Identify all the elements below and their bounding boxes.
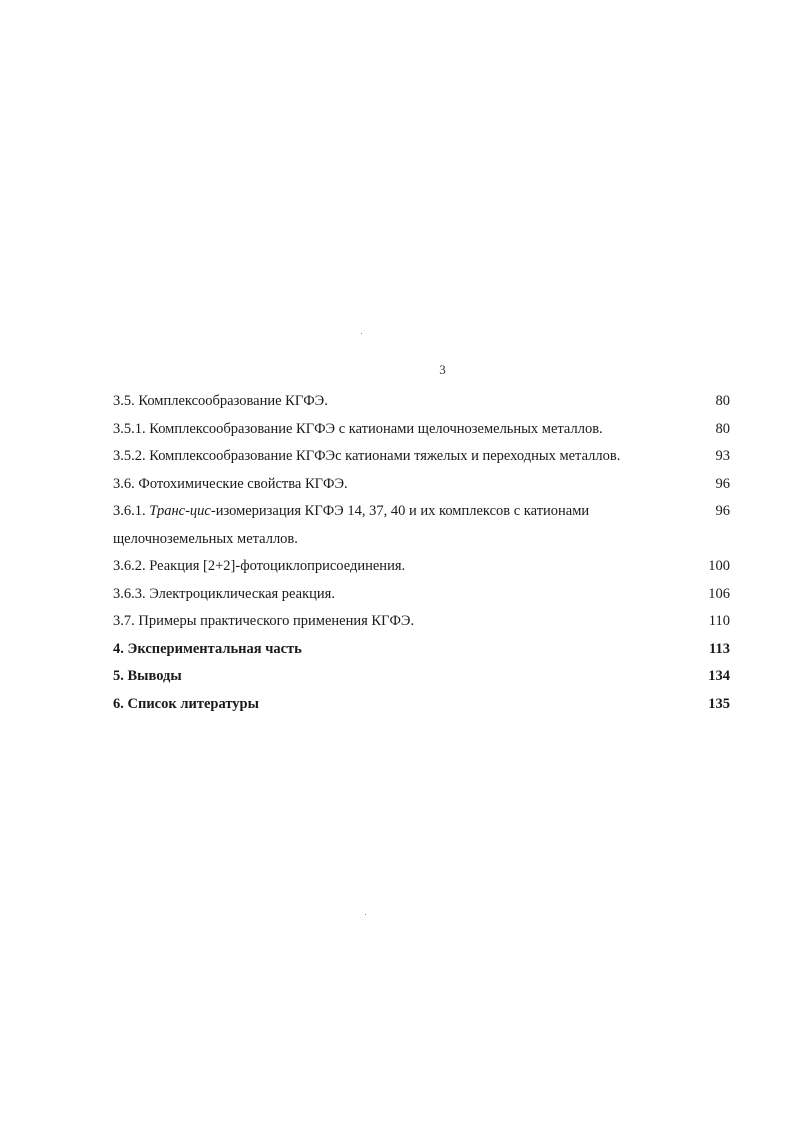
toc-entry-title: 3.5. Комплексообразование КГФЭ. [113, 393, 328, 409]
toc-entry-title: 5. Выводы [113, 668, 182, 684]
scan-speck [365, 914, 366, 915]
toc-entry-title: 6. Список литературы [113, 695, 259, 712]
toc-entry-3-5-2 [113, 443, 736, 471]
toc-entry-3-6-1 [113, 498, 736, 553]
toc-entry-3-5 [113, 388, 736, 416]
toc-entry-3-6 [113, 471, 736, 499]
table-of-contents [113, 388, 736, 718]
toc-entry-title: 3.5.1. Комплексообразование КГФЭ с катионами щелочноземельных металлов. [113, 420, 603, 437]
toc-entry-4 [113, 636, 736, 664]
toc-entry-page: 100 [708, 558, 730, 574]
toc-entry-page: 106 [708, 585, 730, 602]
toc-entry-page: 110 [708, 613, 730, 629]
toc-entry-page: 93 [715, 448, 730, 464]
toc-entry-6 [113, 691, 736, 719]
toc-entry-3-7 [113, 608, 736, 636]
toc-entry-page: 80 [715, 393, 730, 409]
toc-entry-title: 3.6.2. Реакция [2+2]-фотоциклоприсоединения. [113, 558, 406, 574]
toc-entry-page: 134 [708, 668, 730, 684]
toc-entry-page: 96 [715, 503, 730, 519]
toc-entry-3-6-3 [113, 581, 736, 609]
toc-entry-title: 3.5.2. Комплексообразование КГФЭс катионами тяжелых и переходных металлов. [113, 448, 621, 464]
toc-entry-page: 135 [708, 695, 730, 712]
toc-entry-title-italic: Транс-цис [149, 503, 211, 519]
toc-entry-title: 4. Экспериментальная часть [113, 640, 302, 657]
toc-entry-page: 96 [715, 475, 730, 492]
toc-entry-3-6-2 [113, 553, 736, 581]
toc-entry-title: 3.7. Примеры практического применения КГФЭ. [113, 613, 415, 629]
toc-entry-title: 3.6.3. Электроциклическая реакция. [113, 585, 335, 602]
page-number: 3 [439, 362, 446, 377]
toc-entry-3-5-1 [113, 416, 736, 444]
toc-entry-5 [113, 663, 736, 691]
scan-speck [361, 333, 362, 334]
toc-entry-title-prefix: 3.6.1. [113, 503, 150, 519]
toc-entry-title [113, 498, 736, 553]
toc-entry-title: 3.6. Фотохимические свойства КГФЭ. [113, 475, 348, 492]
toc-entry-page: 80 [715, 420, 730, 437]
toc-entry-title-suffix: -изомеризация КГФЭ 14, 37, 40 и их комплексов с катионами щелочноземельных металлов. [113, 503, 590, 547]
toc-entry-page: 113 [709, 640, 730, 657]
